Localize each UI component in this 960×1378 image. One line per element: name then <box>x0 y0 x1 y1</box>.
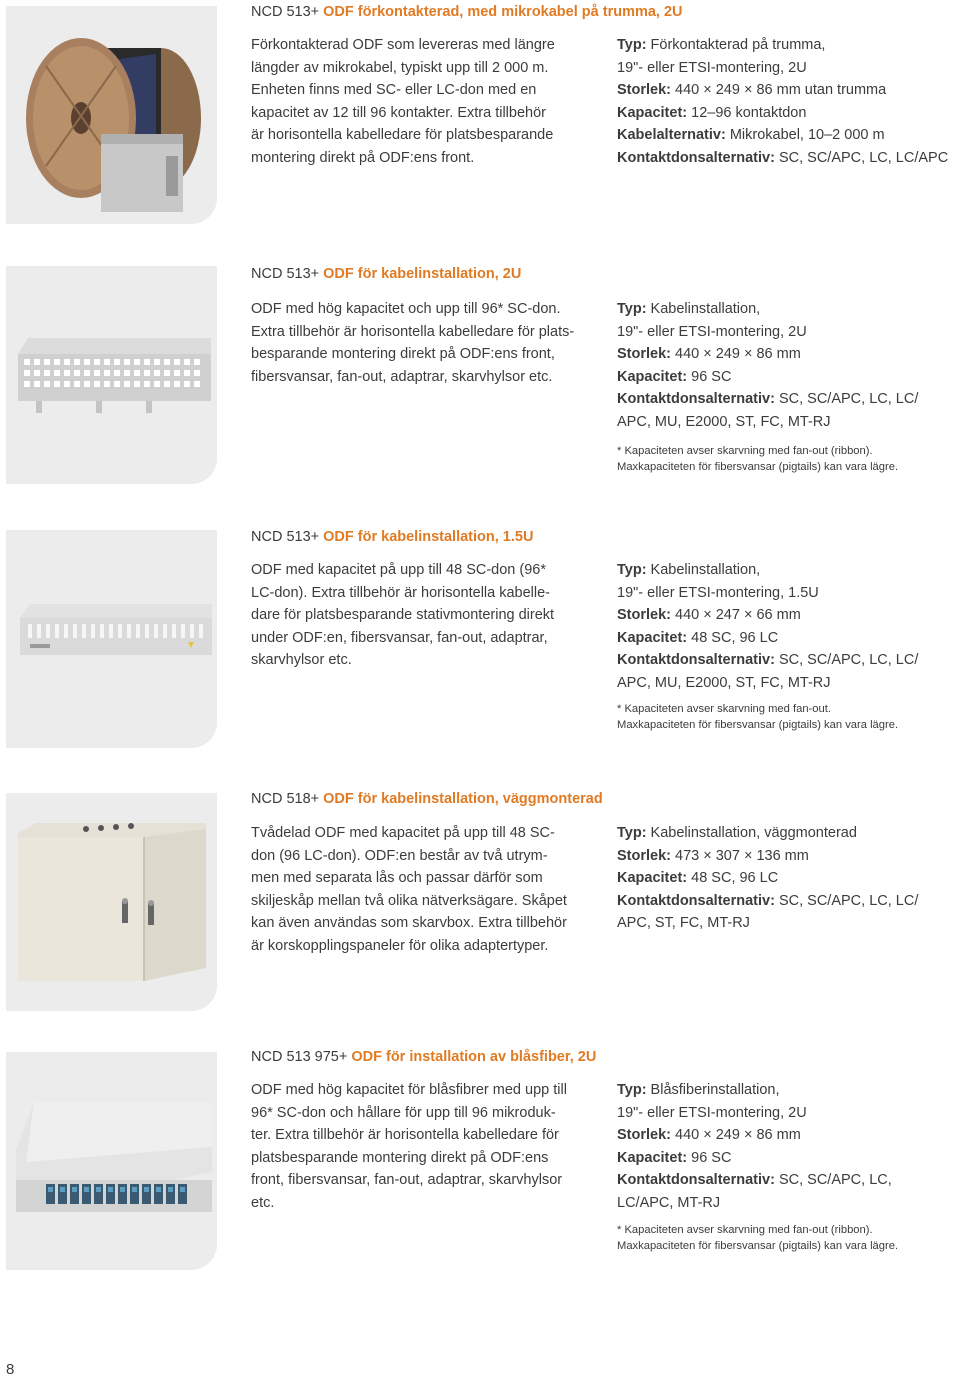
product-photo-5 <box>6 1052 217 1270</box>
footnote: Maxkapaciteten för fibersvansar (pigtails) kan vara lägre. <box>617 718 899 731</box>
product-photo-2 <box>6 266 217 484</box>
product-description-1: Förkontakterad ODF som levereras med längre längder av mikrokabel, typiskt upp till 2 000 m. Enheten finns med SC- eller LC-don med en kapacitet av 12 till 96 kontakter. Extra tillbehör är horisontella kabelledare för platsbesparande montering direkt på ODF:ens front. <box>251 37 555 166</box>
product-description-3: ODF med kapacitet på upp till 48 SC-don (96* LC-don). Extra tillbehör är horisontella kabelle- dare för platsbesparande stativmontering direkt under ODF:en, fibersvansar, fan-out, adaptrar, skarvhylsor etc. <box>251 562 555 669</box>
footnote: Maxkapaciteten för fibersvansar (pigtails) kan vara lägre. <box>617 1239 899 1252</box>
product-title-5: NCD 513 975+ ODF för installation av blåsfiber, 2U <box>251 1049 597 1065</box>
product-photo-4 <box>6 793 217 1011</box>
patch-panel-2u-icon <box>6 266 217 484</box>
product-description-4: Tvådelad ODF med kapacitet på upp till 48 SC- don (96 LC-don). ODF:en består av två utrym- men med separata lås och passar därför som skiljeskåp mellan två olika nätverksägare. Skåpet kan även användas som skarvbox. Extra tillbehör är korskopplingspaneler för olika adaptertyper. <box>251 825 567 954</box>
product-title-4: NCD 518+ ODF för kabelinstallation, väggmonterad <box>251 791 603 807</box>
product-specs-1: Typ: Förkontakterad på trumma, 19"- eller ETSI-montering, 2U Storlek: 440 × 249 × 86 mm utan trumma Kapacitet: 12–96 kontaktdon Kabelalternativ: Mikrokabel, 10–2 000 m Kontaktdonsalternativ: SC, SC/APC, LC, LC/APC <box>617 37 949 166</box>
product-specs-4: Typ: Kabelinstallation, väggmonterad Storlek: 473 × 307 × 136 mm Kapacitet: 48 SC, 96 LC Kontaktdonsalternativ: SC, SC/APC, LC, LC/ APC, ST, FC, MT-RJ <box>617 825 919 932</box>
footnote: * Kapaciteten avser skarvning med fan-out (ribbon). <box>617 1223 873 1236</box>
product-photo-1 <box>6 6 217 224</box>
product-specs-2: Typ: Kabelinstallation, 19"- eller ETSI-montering, 2U Storlek: 440 × 249 × 86 mm Kapacitet: 96 SC Kontaktdonsalternativ: SC, SC/APC, LC, LC/ APC, MU, E2000, ST, FC, MT-RJ * Kapaciteten avser skarvning med fan-out (ribbon). Maxkapaciteten för fibersvansar (pigtails) kan vara lägre. <box>617 298 960 475</box>
footnote: Maxkapaciteten för fibersvansar (pigtails) kan vara lägre. <box>617 460 899 473</box>
patch-panel-1-5u-icon <box>6 530 217 748</box>
cable-drum-icon <box>6 6 217 224</box>
page-number: 8 <box>6 1361 15 1378</box>
blown-fiber-panel-icon <box>6 1052 217 1270</box>
product-description-5: ODF med hög kapacitet för blåsfibrer med upp till 96* SC-don och hållare för upp till 96 mikroduk- ter. Extra tillbehör är horisontella kabelledare för platsbesparande montering direkt på ODF:ens front, fibersvansar, fan-out, adaptrar, skarvhylsor etc. <box>251 1082 567 1211</box>
product-specs-3: Typ: Kabelinstallation, 19"- eller ETSI-montering, 1.5U Storlek: 440 × 247 × 66 mm Kapacitet: 48 SC, 96 LC Kontaktdonsalternativ: SC, SC/APC, LC, LC/ APC, MU, E2000, ST, FC, MT-RJ * Kapaciteten avser skarvning med fan-out. Maxkapaciteten för fibersvansar (pigtails) kan vara lägre. <box>617 559 960 733</box>
footnote: * Kapaciteten avser skarvning med fan-out (ribbon). <box>617 444 873 457</box>
product-title-2: NCD 513+ ODF för kabelinstallation, 2U <box>251 266 522 282</box>
product-title-1: NCD 513+ ODF förkontakterad, med mikrokabel på trumma, 2U <box>251 4 683 20</box>
product-title-3: NCD 513+ ODF för kabelinstallation, 1.5U <box>251 529 534 545</box>
product-specs-5: Typ: Blåsfiberinstallation, 19"- eller ETSI-montering, 2U Storlek: 440 × 249 × 86 mm Kapacitet: 96 SC Kontaktdonsalternativ: SC, SC/APC, LC, LC/APC, MT-RJ * Kapaciteten avser skarvning med fan-out (ribbon). Maxkapaciteten för fibersvansar (pigtails) kan vara lägre. <box>617 1079 960 1254</box>
product-photo-3 <box>6 530 217 748</box>
wall-cabinet-icon <box>6 793 217 1011</box>
footnote: * Kapaciteten avser skarvning med fan-out. <box>617 702 831 715</box>
product-description-2: ODF med hög kapacitet och upp till 96* SC-don. Extra tillbehör är horisontella kabelledare för plats- besparande montering direkt på ODF:ens front, fibersvansar, fan-out, adaptrar, skarvhylsor etc. <box>251 301 575 385</box>
